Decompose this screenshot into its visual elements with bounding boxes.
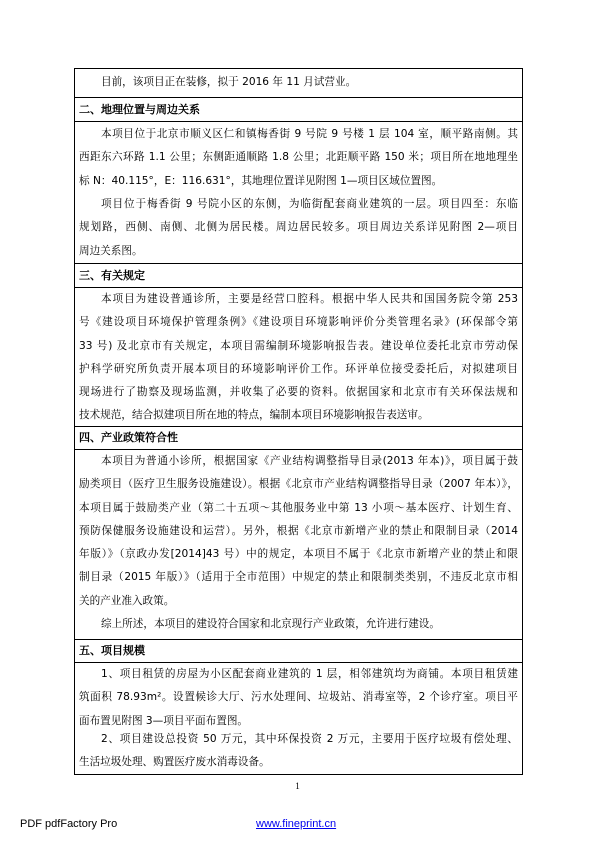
text-line: 励类项目（医疗卫生服务设施建设）。根据《北京市产业结构调整指导目录（2007 年本）》，: [79, 478, 518, 491]
text-line: 本项目位于北京市顺义区仁和镇梅香街 9 号院 9 号楼 1 层 104 室，顺平路南侧。其: [101, 128, 518, 140]
text-line: 1、项目租赁的房屋为小区配套商业建筑的 1 层，相邻建筑均为商铺。本项目租赁建: [101, 668, 518, 680]
section-heading-policy: 四、产业政策符合性: [79, 431, 178, 444]
text-line: 本项目属于鼓励类产业（第二十五项～其他服务业中第 13 小项～基本医疗、计划生育、: [79, 501, 518, 514]
text-line: 护科学研究所负责开展本项目的环境影响评价工作。环评单位接受委托后，对拟建项目: [79, 362, 518, 375]
text-line: 33 号) 及北京市有关规定，本项目需编制环境影响报告表。建设单位委托北京市劳动保: [79, 339, 518, 352]
text-line: 现场进行了勘察及现场监测，并收集了必要的资料。依据国家和北京市有关环保法规和: [79, 386, 518, 399]
scale-paragraph-1: [79, 663, 518, 733]
policy-paragraph-1: [79, 450, 518, 613]
regulations-paragraph: [79, 288, 518, 428]
text-line: 技术规范，结合拟建项目所在地的特点，编制本项目环境影响报告表送审。: [79, 409, 429, 422]
text-line: 西距东六环路 1.1 公里；东侧距通顺路 1.8 公里；北距顺平路 150 米；项目所在地地理坐: [79, 151, 518, 164]
divider: [75, 121, 522, 122]
text-line: 本项目为普通小诊所，根据国家《产业结构调整指导目录(2013 年本)》，项目属于鼓: [101, 455, 518, 467]
text-line: 项目位于梅香街 9 号院小区的东侧，为临街配套商业建筑的一层。项目四至：东临: [101, 198, 518, 210]
location-paragraph-1: [79, 123, 518, 193]
text-line: 目前，该项目正在装修，拟于 2016 年 11 月试营业。: [101, 76, 357, 88]
intro-paragraph: [79, 71, 518, 94]
page-number: 1: [295, 781, 300, 791]
location-paragraph-2: [79, 193, 518, 263]
text-line: 筑面积 78.93m²。设置候诊大厅、污水处理间、垃圾站、消毒室等，2 个诊疗室。项目平: [79, 691, 518, 704]
text-line: 号《建设项目环境保护管理条例》《建设项目环境影响评价分类管理名录》(环保部令第: [79, 316, 518, 329]
footer-website-link[interactable]: www.fineprint.cn: [256, 818, 337, 830]
footer-pdf-label: PDF pdfFactory Pro: [20, 818, 118, 830]
scale-paragraph-2: [79, 728, 518, 775]
text-line: 预防保健服务设施建设和运营）。另外，根据《北京市新增产业的禁止和限制目录（2014: [79, 524, 518, 537]
text-line: 制目录（2015 年版）》（适用于全市范围）中规定的禁止和限制类类别，不违反北京市相: [79, 571, 518, 584]
text-line: 规划路，西侧、南侧、北侧为居民楼。周边居民较多。项目周边关系详见附图 2—项目: [79, 221, 518, 234]
text-line: 2、项目建设总投资 50 万元，其中环保投资 2 万元，主要用于医疗垃圾有偿处理、: [101, 733, 518, 745]
text-line: 标 N：40.115°，E：116.631°，其地理位置详见附图 1—项目区域位置图。: [79, 174, 443, 187]
text-line: 生活垃圾处理、购置医疗废水消毒设备。: [79, 756, 270, 769]
text-line: 综上所述，本项目的建设符合国家和北京现行产业政策，允许进行建设。: [101, 618, 440, 630]
policy-paragraph-2: [79, 613, 518, 636]
section-heading-location: 二、地理位置与周边关系: [79, 103, 200, 116]
text-line: 周边关系图。: [79, 244, 143, 257]
text-line: 关的产业准入政策。: [79, 594, 175, 607]
section-heading-scale: 五、项目规模: [79, 644, 145, 657]
text-line: 面布置见附图 3—项目平面布置图。: [79, 714, 249, 727]
document-frame: [74, 68, 523, 775]
section-heading-regulations: 三、有关规定: [79, 269, 145, 282]
text-line: 本项目为建设普通诊所，主要是经营口腔科。根据中华人民共和国国务院令第 253: [101, 293, 518, 305]
text-line: 年版）》（京政办发[2014]43 号）中的规定，本项目不属于《北京市新增产业的禁止和限: [79, 548, 518, 561]
